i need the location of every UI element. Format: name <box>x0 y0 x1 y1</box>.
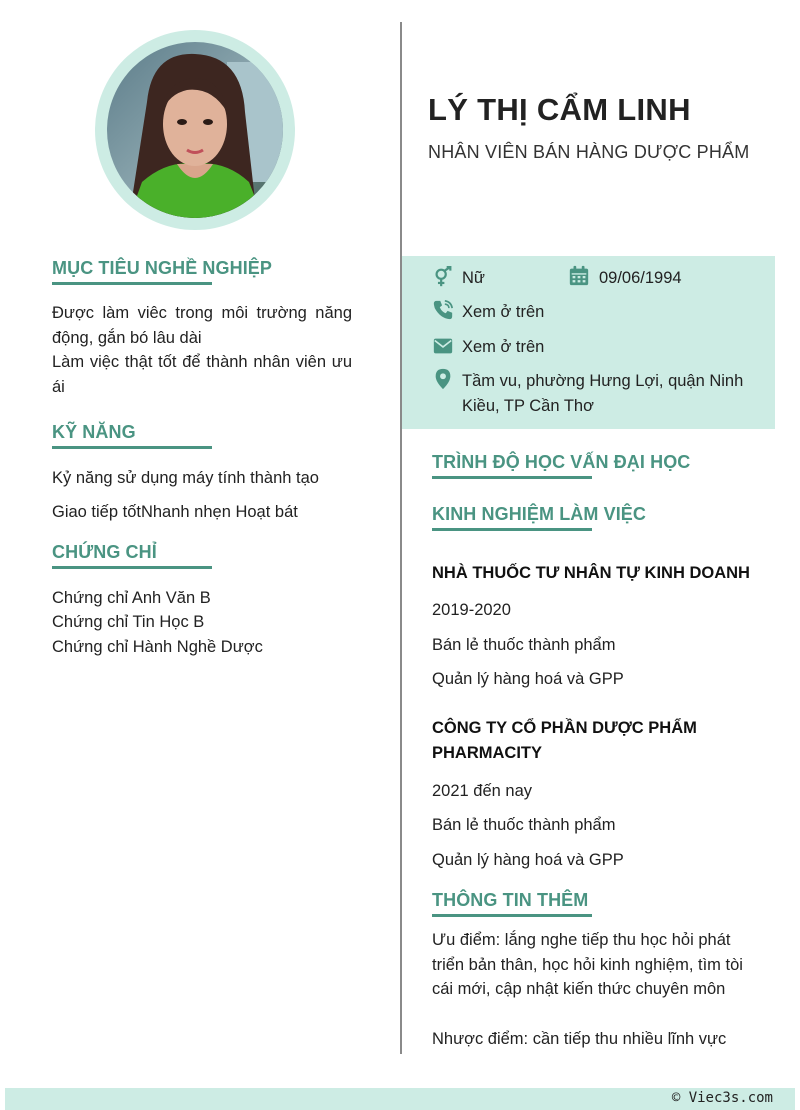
calendar-icon <box>568 265 590 287</box>
job-company: NHÀ THUỐC TƯ NHÂN TỰ KINH DOANH <box>432 564 750 582</box>
certificate-item: Chứng chỉ Anh Văn B <box>52 589 211 607</box>
education-title: TRÌNH ĐỘ HỌC VẤN ĐẠI HỌC <box>432 452 691 472</box>
email-icon <box>432 335 454 357</box>
job-title: NHÂN VIÊN BÁN HÀNG DƯỢC PHẨM <box>428 142 750 162</box>
skills-title: KỸ NĂNG <box>52 422 136 442</box>
objective-underline <box>52 282 212 285</box>
extra-info-underline <box>432 914 592 917</box>
footer-watermark: © Viec3s.com <box>671 1090 773 1106</box>
certificate-item: Chứng chỉ Tin Học B <box>52 613 205 631</box>
job-duty: Quản lý hàng hoá và GPP <box>432 851 624 869</box>
education-underline <box>432 476 592 479</box>
map-pin-icon <box>432 368 454 390</box>
gender-icon <box>432 266 454 288</box>
phone-value: Xem ở trên <box>462 303 545 321</box>
job-company: CÔNG TY CỔ PHẦN DƯỢC PHẨM PHARMACITY <box>432 719 697 762</box>
skill-item: Giao tiếp tốtNhanh nhẹn Hoạt bát <box>52 503 298 521</box>
skill-item: Kỷ năng sử dụng máy tính thành tạo <box>52 469 319 487</box>
contact-info-panel <box>402 256 775 429</box>
job-duty: Bán lẻ thuốc thành phẩm <box>432 816 616 834</box>
birthday-value: 09/06/1994 <box>599 269 682 287</box>
objective-line-2: Làm việc thật tốt để thành nhân viên ưu ái <box>52 353 352 396</box>
address-value: Tầm vu, phường Hưng Lợi, quận Ninh Kiều, TP Cần Thơ <box>462 372 744 415</box>
experience-underline <box>432 528 592 531</box>
objective-title: MỤC TIÊU NGHỀ NGHIỆP <box>52 258 273 278</box>
email-value: Xem ở trên <box>462 338 545 356</box>
strengths-text: Ưu điểm: lắng nghe tiếp thu học hỏi phát triển bản thân, học hỏi kinh nghiệm, tìm tòi cái mới, cập nhật kiến thức chuyên môn <box>432 931 743 998</box>
experience-title: KINH NGHIỆM LÀM VIỆC <box>432 504 647 524</box>
footer-bar <box>5 1088 795 1110</box>
skills-underline <box>52 446 212 449</box>
gender-value: Nữ <box>462 269 485 287</box>
objective-line-1: Được làm viêc trong môi trường năng động, gắn bó lâu dài <box>52 304 352 347</box>
profile-photo <box>107 42 283 218</box>
job-period: 2019-2020 <box>432 601 511 619</box>
job-duty: Quản lý hàng hoá và GPP <box>432 670 624 688</box>
extra-info-title: THÔNG TIN THÊM <box>432 890 589 910</box>
job-duty: Bán lẻ thuốc thành phẩm <box>432 636 616 654</box>
phone-icon <box>432 299 454 321</box>
job-period: 2021 đến nay <box>432 782 533 800</box>
profile-photo-frame <box>95 30 295 230</box>
certificate-item: Chứng chỉ Hành Nghề Dược <box>52 638 263 656</box>
column-divider <box>400 22 402 1054</box>
certificates-title: CHỨNG CHỈ <box>52 542 157 562</box>
certificates-underline <box>52 566 212 569</box>
weaknesses-text: Nhược điểm: cần tiếp thu nhiều lĩnh vực <box>432 1030 727 1048</box>
candidate-name: LÝ THỊ CẨM LINH <box>428 92 691 127</box>
